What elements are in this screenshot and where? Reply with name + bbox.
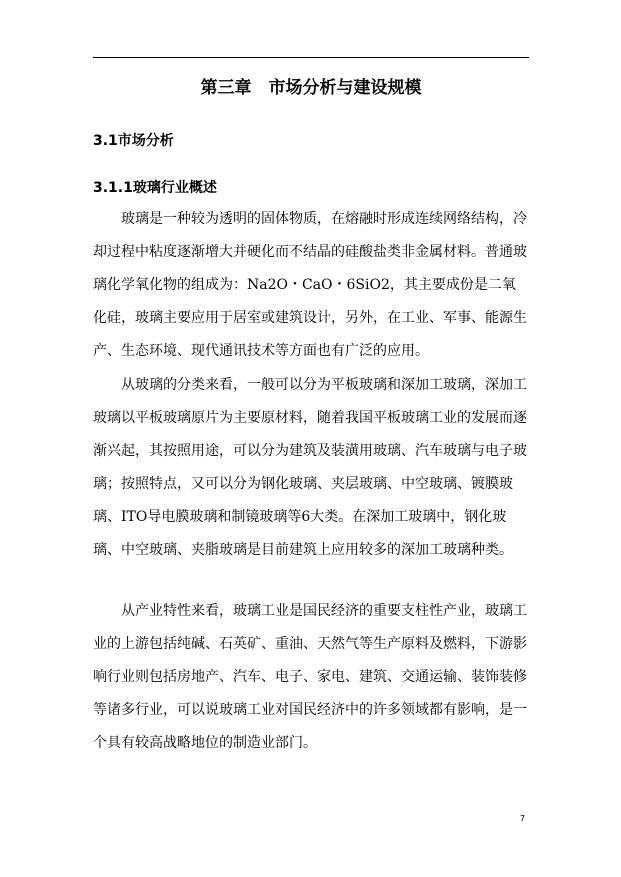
section-heading-3-1: 3.1市场分析 [93,133,174,149]
page-number: 7 [520,814,526,823]
section-heading-3-1-1: 3.1.1玻璃行业概述 [93,180,217,196]
chapter-title: 第三章 市场分析与建设规模 [200,78,422,98]
body-paragraph-3 [93,595,529,760]
body-paragraph-1 [93,203,529,368]
body-paragraph-2 [93,369,529,567]
paragraph-text: 从产业特性来看，玻璃工业是国民经济的重要支柱性产业，玻璃工业的上游包括纯碱、石英矿、重油、天然气等生产原料及燃料，下游影响行业则包括房地产、汽车、电子、家电、建筑、交通运输、装饰装修等诸多行业，可以说玻璃工业对国民经济中的许多领域都有影响，是一个具有较高战略地位的制造业部门。 [93,603,527,751]
paragraph-text: 玻璃是一种较为透明的固体物质，在熔融时形成连续网络结构，冷却过程中粘度逐渐增大并硬化而不结晶的硅酸盐类非金属材料。普通玻璃化学氧化物的组成为：Na2O・CaO・6SiO2，其主要成份是二氧化硅，玻璃主要应用于居室或建筑设计，另外，在工业、军事、能源生产、生态环境、现代通讯技术等方面也有广泛的应用。 [93,211,527,359]
header-rule [93,57,529,58]
paragraph-text: 从玻璃的分类来看，一般可以分为平板玻璃和深加工玻璃，深加工玻璃以平板玻璃原片为主要原材料，随着我国平板玻璃工业的发展而逐渐兴起，其按照用途，可以分为建筑及装潢用玻璃、汽车玻璃与电子玻璃；按照特点，又可以分为钢化玻璃、夹层玻璃、中空玻璃、镀膜玻璃、ITO导电膜玻璃和制镜玻璃等6大类。在深加工玻璃中，钢化玻璃、中空玻璃、夹脂玻璃是目前建筑上应用较多的深加工玻璃种类。 [93,377,527,558]
